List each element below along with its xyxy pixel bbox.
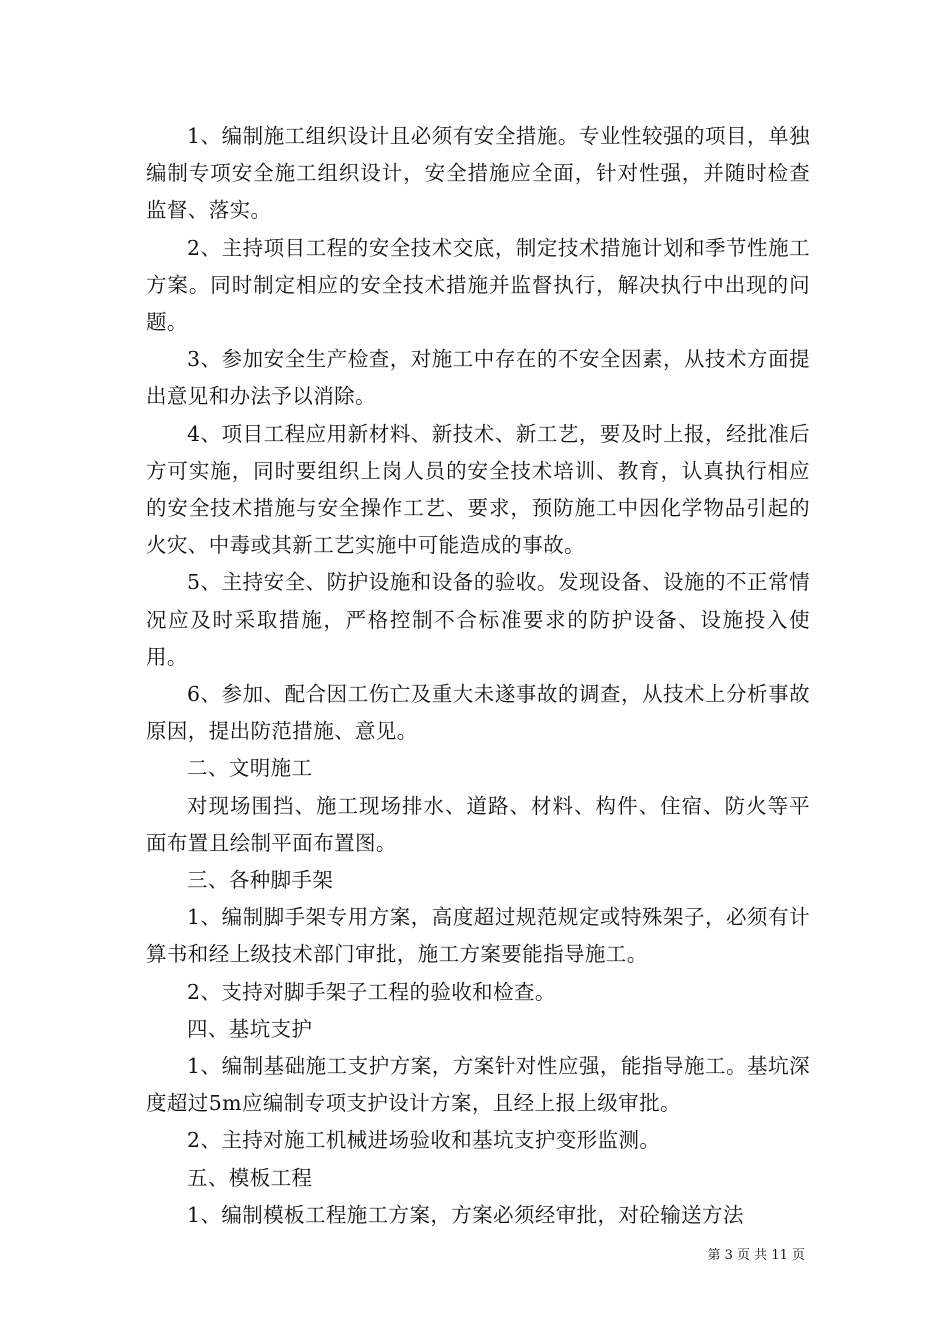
section-heading-formwork: 五、模板工程: [187, 1165, 313, 1190]
section-heading-scaffolding: 三、各种脚手架: [187, 868, 334, 893]
section-heading-civilized-construction: 二、文明施工: [187, 756, 313, 781]
paragraph-site-layout: 对现场围挡、施工现场排水、道路、材料、构件、住宿、防火等平面布置且绘制平面布置图。: [146, 793, 810, 855]
paragraph-5: 5、主持安全、防护设施和设备的验收。发现设备、设施的不正常情况应及时采取措施，严格控制不合标准要求的防护设备、设施投入使用。: [146, 570, 810, 669]
paragraph-4: 4、项目工程应用新材料、新技术、新工艺，要及时上报，经批准后方可实施，同时要组织上岗人员的安全技术培训、教育，认真执行相应的安全技术措施与安全操作工艺、要求，预防施工中因化学物品引起的火灾、中毒或其新工艺实施中可能造成的事故。: [146, 421, 810, 558]
paragraph-scaffolding-1: 1、编制脚手架专用方案，高度超过规范规定或特殊架子，必须有计算书和经上级技术部门审批，施工方案要能指导施工。: [146, 905, 810, 967]
paragraph-3: 3、参加安全生产检查，对施工中存在的不安全因素，从技术方面提出意见和办法予以消除。: [146, 347, 810, 409]
document-body: [146, 118, 810, 1234]
paragraph-6: 6、参加、配合因工伤亡及重大未遂事故的调查，从技术上分析事故原因，提出防范措施、意见。: [146, 682, 810, 744]
section-heading-foundation-pit: 四、基坑支护: [187, 1016, 313, 1041]
paragraph-1: 1、编制施工组织设计且必须有安全措施。专业性较强的项目，单独编制专项安全施工组织设计，安全措施应全面，针对性强，并随时检查监督、落实。: [146, 124, 810, 223]
paragraph-scaffolding-2: 2、支持对脚手架子工程的验收和检查。: [187, 979, 556, 1004]
paragraph-foundation-1: 1、编制基础施工支护方案，方案针对性应强，能指导施工。基坑深度超过5m应编制专项支护设计方案，且经上报上级审批。: [146, 1054, 810, 1116]
paragraph-foundation-2: 2、主持对施工机械进场验收和基坑支护变形监测。: [187, 1128, 661, 1153]
paragraph-formwork-1: 1、编制模板工程施工方案，方案必须经审批，对砼输送方法: [187, 1202, 744, 1227]
page-number-footer: 第 3 页 共 11 页: [707, 1248, 805, 1263]
paragraph-2: 2、主持项目工程的安全技术交底，制定技术措施计划和季节性施工方案。同时制定相应的安全技术措施并监督执行，解决执行中出现的问题。: [146, 235, 810, 335]
